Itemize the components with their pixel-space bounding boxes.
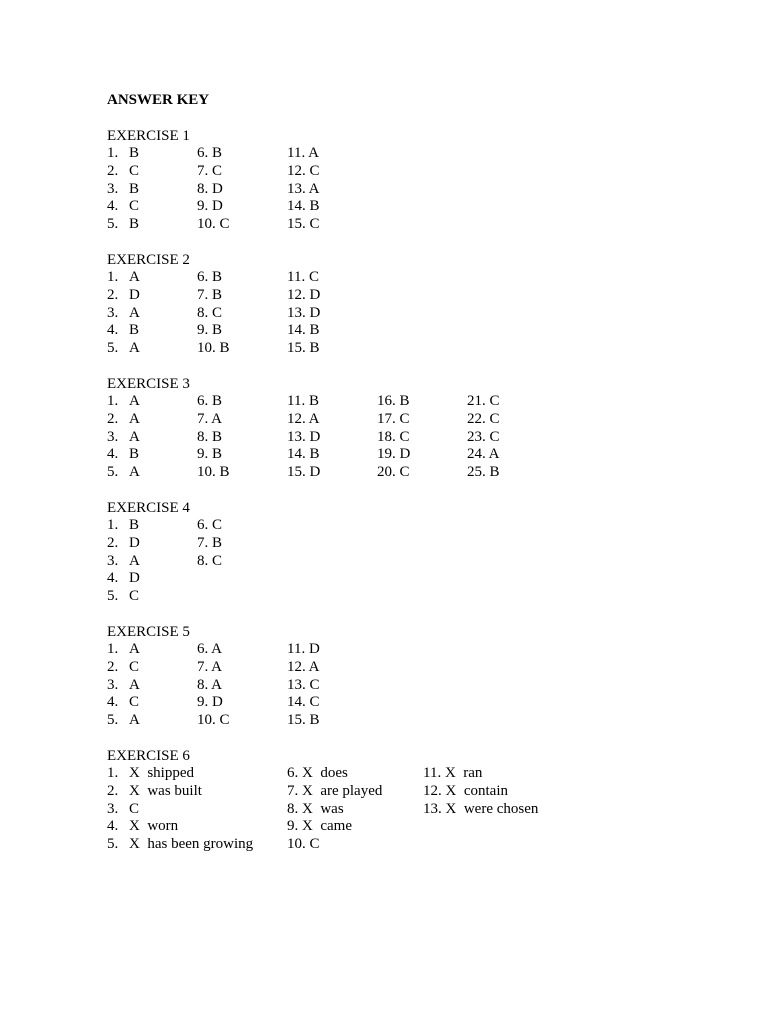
question-number: 2. [107,162,119,179]
answer-item: 15. D [287,464,321,481]
exercise-2 [107,251,747,358]
exercise-1 [107,127,747,234]
answer-value: A [129,304,140,321]
answer-item: 12. X contain [423,782,508,799]
answer-item: 16. B [377,392,410,409]
answer-row [107,198,747,216]
answer-item: 13. D [287,304,321,321]
answer-item: 8. B [197,428,223,445]
answer-row [107,269,747,287]
answer-row [107,411,747,429]
answer-item: 8. A [197,676,223,693]
answer-value: C [129,162,140,179]
question-number: 2. [107,534,119,551]
answer-value: C [129,694,140,711]
answer-item: 8. D [197,180,223,197]
answer-item: 22. C [467,410,500,427]
answer-item: 14. B [287,446,320,463]
question-number: 5. [107,216,119,233]
answer-row [107,553,747,571]
answer-value: C [129,198,140,215]
answer-item: 11. C [287,268,319,285]
question-number: 1. [107,392,119,409]
question-number: 2. [107,410,119,427]
answer-value: D [129,286,140,303]
answer-item: 12. A [287,658,320,675]
answer-row [107,765,747,783]
answer-value: C [129,658,140,675]
answer-item: 11. X ran [423,764,483,781]
question-number: 3. [107,676,119,693]
answer-value: A [129,552,140,569]
answer-item: 8. C [197,304,223,321]
question-number: 4. [107,570,119,587]
question-number: 2. [107,658,119,675]
question-number: 5. [107,836,119,853]
answer-item: 10. C [197,216,230,233]
answer-item: 9. X came [287,818,352,835]
exercise-5 [107,623,747,730]
exercise-6-rows [107,765,747,854]
answer-row [107,836,747,854]
answer-row [107,677,747,695]
exercise-6 [107,747,747,854]
answer-value: A [129,640,140,657]
answer-value: D [129,570,140,587]
answer-row [107,659,747,677]
exercise-3 [107,375,747,482]
answer-item: 10. C [197,712,230,729]
answer-item: 19. D [377,446,411,463]
answer-item: 13. A [287,180,320,197]
answer-item: 13. X were chosen [423,800,539,817]
answer-item: 21. C [467,392,500,409]
answer-item: 12. C [287,162,320,179]
answer-value: B [129,216,140,233]
answer-item: 12. A [287,410,320,427]
answer-value: A [129,392,140,409]
question-number: 2. [107,782,119,799]
answer-item: 6. B [197,268,223,285]
answer-item: 9. D [197,198,223,215]
question-number: 5. [107,464,119,481]
question-number: 1. [107,764,119,781]
answer-value: A [129,340,140,357]
question-number: 4. [107,818,119,835]
exercise-heading: EXERCISE 3 [107,375,190,392]
answer-value: A [129,676,140,693]
answer-item: 7. A [197,410,223,427]
question-number: 3. [107,180,119,197]
answer-item: 6. A [197,640,223,657]
answer-value: X was built [129,782,202,799]
answer-row [107,641,747,659]
answer-row [107,570,747,588]
question-number: 1. [107,145,119,161]
answer-item: 12. D [287,286,321,303]
exercise-heading: EXERCISE 6 [107,747,190,764]
question-number: 4. [107,322,119,339]
answer-item: 25. B [467,464,500,481]
answer-item: 10. B [197,340,230,357]
answer-item: 8. C [197,552,223,569]
answer-value: B [129,180,140,197]
answer-item: 9. B [197,446,223,463]
answer-item: 18. C [377,428,410,445]
answer-value: X has been growing [129,836,254,853]
answer-value: B [129,322,140,339]
question-number: 3. [107,428,119,445]
answer-value: A [129,428,140,445]
question-number: 4. [107,198,119,215]
answer-row [107,783,747,801]
answer-row [107,429,747,447]
answer-row [107,216,747,234]
answer-row [107,393,747,411]
answer-item: 7. B [197,534,223,551]
answer-item: 7. X are played [287,782,383,799]
answer-item: 6. X does [287,764,348,781]
answer-row [107,801,747,819]
answer-item: 10. C [287,836,320,853]
answer-value: A [129,712,140,729]
answer-row [107,340,747,358]
answer-item: 15. B [287,712,320,729]
answer-item: 13. D [287,428,321,445]
answer-item: 17. C [377,410,410,427]
answer-row [107,712,747,730]
question-number: 1. [107,268,119,285]
question-number: 1. [107,640,119,657]
answer-item: 23. C [467,428,500,445]
question-number: 4. [107,446,119,463]
page-title: ANSWER KEY [107,92,210,108]
question-number: 5. [107,712,119,729]
answer-value: C [129,800,140,817]
answer-row [107,517,747,535]
answer-item: 11. D [287,640,320,657]
answer-item: 13. C [287,676,320,693]
answer-value: B [129,516,140,533]
answer-item: 7. C [197,162,223,179]
answer-item: 9. B [197,322,223,339]
exercise-heading: EXERCISE 2 [107,251,190,268]
answer-key-page [107,91,747,871]
answer-row [107,464,747,482]
exercise-heading: EXERCISE 5 [107,623,190,640]
answer-item: 9. D [197,694,223,711]
question-number: 3. [107,304,119,321]
answer-item: 11. B [287,392,319,409]
answer-row [107,163,747,181]
exercise-4 [107,499,747,606]
answer-row [107,535,747,553]
answer-item: 24. A [467,446,500,463]
answer-item: 11. A [287,145,319,161]
question-number: 3. [107,552,119,569]
answer-item: 8. X was [287,800,344,817]
question-number: 3. [107,800,119,817]
question-number: 5. [107,588,119,605]
answer-item: 10. B [197,464,230,481]
answer-row [107,181,747,199]
answer-item: 14. C [287,694,320,711]
answer-item: 20. C [377,464,410,481]
answer-value: A [129,410,140,427]
answer-value: A [129,268,140,285]
question-number: 2. [107,286,119,303]
answer-value: D [129,534,140,551]
answer-row [107,588,747,606]
answer-row [107,694,747,712]
question-number: 4. [107,694,119,711]
answer-value: X worn [129,818,179,835]
question-number: 5. [107,340,119,357]
question-number: 1. [107,516,119,533]
answer-item: 14. B [287,322,320,339]
exercise-heading: EXERCISE 1 [107,128,190,144]
answer-row [107,305,747,323]
answer-item: 6. B [197,145,223,161]
answer-item: 7. A [197,658,223,675]
answer-value: B [129,446,140,463]
answer-row [107,322,747,340]
answer-value: X shipped [129,764,194,781]
answer-row [107,145,747,163]
answer-value: C [129,588,140,605]
answer-value: A [129,464,140,481]
answer-item: 6. C [197,516,223,533]
answer-item: 15. B [287,340,320,357]
answer-item: 7. B [197,286,223,303]
answer-item: 15. C [287,216,320,233]
exercise-list [107,127,747,730]
answer-value: B [129,145,140,161]
answer-item: 6. B [197,392,223,409]
answer-row [107,818,747,836]
answer-item: 14. B [287,198,320,215]
exercise-heading: EXERCISE 4 [107,499,190,516]
answer-row [107,287,747,305]
answer-row [107,446,747,464]
